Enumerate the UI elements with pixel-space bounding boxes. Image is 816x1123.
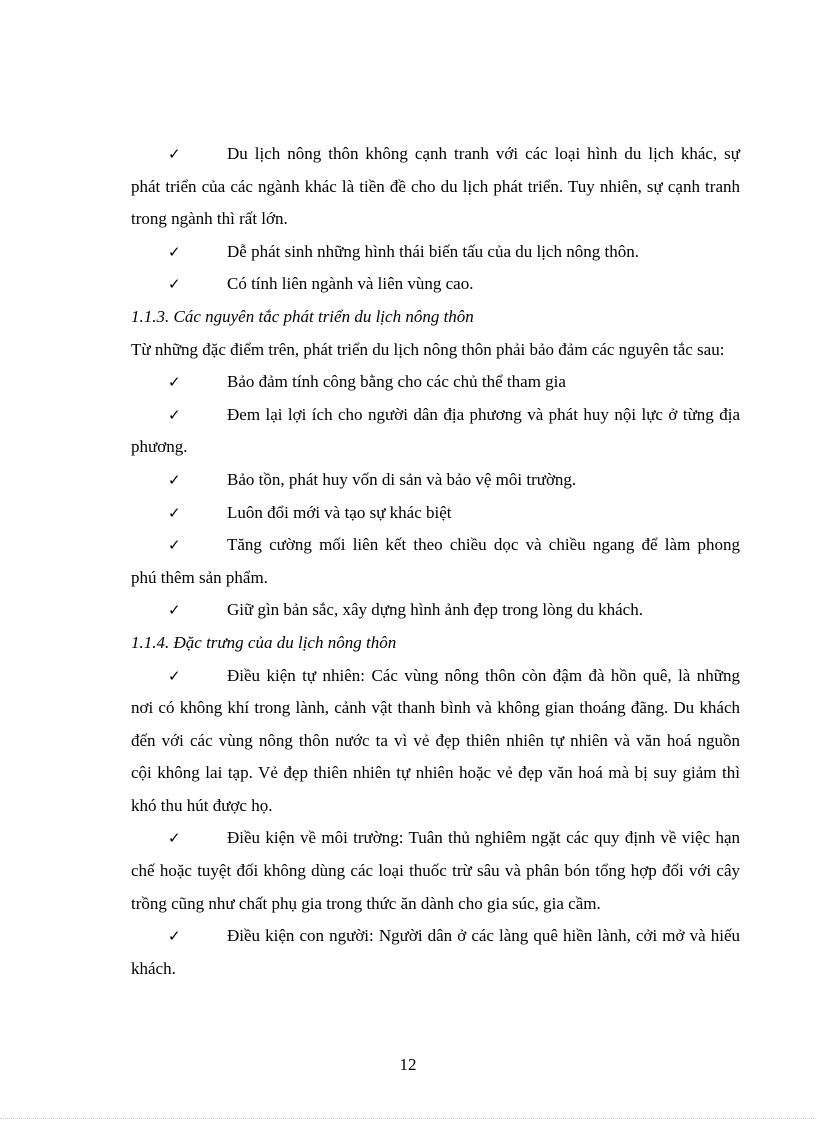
bullet-item [131,366,740,399]
bullet-text: khó thu hút được họ. [131,795,273,815]
bullet-line-first [131,138,740,171]
bullet-line [131,725,740,758]
bullet-text: phương. [131,437,188,457]
bullet-item [131,529,740,594]
bullet-text: Bảo đảm tính công bằng cho các chủ thể tham gia [227,372,566,392]
bullet-line [131,203,740,236]
section-heading: 1.1.4. Đặc trưng của du lịch nông thôn [131,632,397,652]
check-mark-icon: ✓ [168,601,181,620]
bullet-line-first [131,366,740,399]
bullet-line-first [131,464,740,497]
check-mark-icon: ✓ [168,536,181,555]
bullet-line-first [131,268,740,301]
bullet-item [131,236,740,269]
page-edge [0,1118,816,1119]
page-body [131,138,740,985]
bullet-text: Giữ gìn bản sắc, xây dựng hình ảnh đẹp trong lòng du khách. [227,600,643,620]
check-mark-icon: ✓ [168,927,181,946]
bullet-line [131,692,740,725]
section-heading: 1.1.3. Các nguyên tắc phát triển du lịch nông thôn [131,306,474,326]
bullet-line [131,431,740,464]
bullet-item [131,464,740,497]
bullet-text: Có tính liên ngành và liên vùng cao. [227,274,474,294]
check-mark-icon: ✓ [168,145,181,163]
bullet-line-first [131,822,740,855]
check-mark-icon: ✓ [168,829,181,848]
bullet-text: khách. [131,958,176,978]
bullet-text: phát triển của các ngành khác là tiền đề cho du lịch phát triển. Tuy nhiên, sự cạnh tranh [131,176,740,196]
bullet-text: nơi có không khí trong lành, cảnh vật thanh bình và không gian thoáng đãng. Du khách [131,698,740,718]
check-mark-icon: ✓ [168,373,181,392]
bullet-item [131,594,740,627]
bullet-line-first [131,529,740,562]
bullet-line-first [131,399,740,432]
bullet-line [131,888,740,921]
bullet-text: Điều kiện về môi trường: Tuân thủ nghiêm ngặt các quy định về việc hạn [227,828,740,848]
bullet-text: Điều kiện tự nhiên: Các vùng nông thôn còn đậm đà hồn quê, là những [227,665,740,685]
bullet-text: phú thêm sản phẩm. [131,567,268,587]
bullet-item [131,268,740,301]
bullet-item [131,138,740,236]
bullet-line-first [131,660,740,693]
bullet-line [131,171,740,204]
bullet-item [131,399,740,464]
bullet-text: trong ngành thì rất lớn. [131,209,288,229]
bullet-text: Bảo tồn, phát huy vốn di sản và bảo vệ môi trường. [227,469,577,489]
bullet-line [131,562,740,595]
bullet-text: chế hoặc tuyệt đối không dùng các loại thuốc trừ sâu và phân bón tổng hợp đối với cây [131,861,740,881]
bullet-text: cội không lai tạp. Vẻ đẹp thiên nhiên tự nhiên hoặc vẻ đẹp văn hoá mà bị suy giảm thì [131,763,740,783]
bullet-text: Luôn đổi mới và tạo sự khác biệt [227,502,452,522]
bullet-line [131,855,740,888]
check-mark-icon: ✓ [168,503,181,522]
bullet-text: Tăng cường mối liên kết theo chiều dọc và chiều ngang để làm phong [227,535,740,555]
check-mark-icon: ✓ [168,666,181,685]
bullet-line-first [131,920,740,953]
bullet-item [131,920,740,985]
bullet-text: Du lịch nông thôn không cạnh tranh với các loại hình du lịch khác, sự [227,144,740,163]
bullet-line [131,953,740,986]
bullet-text: Điều kiện con người: Người dân ở các làng quê hiền lành, cởi mở và hiếu [227,926,740,946]
bullet-item [131,660,740,823]
check-mark-icon: ✓ [168,405,181,424]
bullet-line [131,757,740,790]
bullet-line-first [131,497,740,530]
bullet-text: Dễ phát sinh những hình thái biến tấu của du lịch nông thôn. [227,241,639,261]
page-number: 12 [399,1055,417,1074]
check-mark-icon: ✓ [168,275,181,294]
paragraph: Từ những đặc điểm trên, phát triển du lịch nông thôn phải bảo đảm các nguyên tắc sau: [131,339,725,359]
bullet-line [131,790,740,823]
bullet-line-first [131,594,740,627]
bullet-line-first [131,236,740,269]
check-mark-icon: ✓ [168,242,181,261]
bullet-text: trồng cũng như chất phụ gia trong thức ăn dành cho gia súc, gia cầm. [131,893,601,913]
bullet-item [131,497,740,530]
bullet-text: Đem lại lợi ích cho người dân địa phương và phát huy nội lực ở từng địa [227,404,740,424]
check-mark-icon: ✓ [168,470,181,489]
bullet-item [131,822,740,920]
bullet-text: đến với các vùng nông thôn nước ta vì vẻ đẹp thiên nhiên tự nhiên và văn hoá nguồn [131,730,740,750]
